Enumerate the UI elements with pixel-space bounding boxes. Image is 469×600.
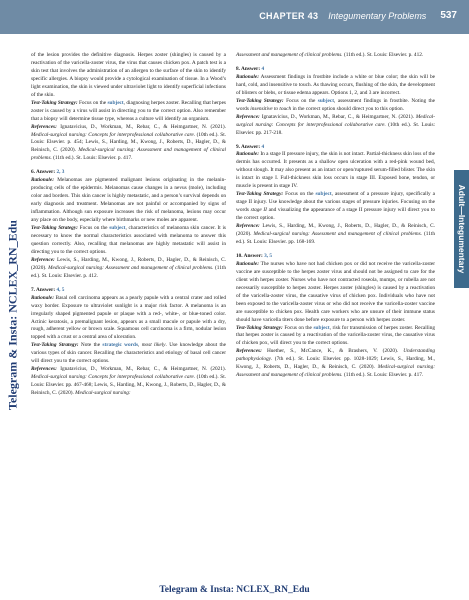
reference-title: Medical-surgical nursing:	[75, 390, 131, 397]
rationale-text: The nurses who have not had chicken pox or did not receive the varicella-zoster vaccine are susceptible to the herpes zoster virus and should not be assigned to care for the client with herpes zoster. Nurses who have not contracted roseola, mumps, or rubella are not necessarily susceptible to herpes zoster. Herpes zoster (shingles) is caused by a reactivation of the varicella-zoster virus, the causative virus of chicken pox. Individuals who have not been exposed to the varicella-zoster virus or who did not receive the varicella-zoster vaccine are susceptible to chicken pox. Health care workers who are unsure of their immune status should have varicella titers done before exposure to a person with herpes zoster.	[236, 260, 435, 323]
item-7	[31, 287, 226, 398]
reference-text: (10th ed.). St. Louis: Elsevier. pp. 217-218.	[236, 121, 435, 136]
strategy-paragraph	[236, 98, 435, 114]
strategy-label: Test-Taking Strategy:	[31, 99, 78, 106]
reference-title: Medical-surgical nursing: Assessment and management of clinical problems.	[253, 231, 422, 238]
rationale-paragraph	[31, 52, 226, 100]
references-label: References:	[31, 366, 57, 373]
references-label: References:	[236, 348, 262, 355]
item-8	[236, 66, 435, 138]
strategy-text: Focus on the	[283, 191, 316, 198]
subject-highlight: subject	[317, 97, 334, 104]
left-column	[31, 52, 226, 398]
strategy-text: , assessment of a pressure injury, specifically a stage II injury. Use knowledge about the various stages of pressure injuries. Focusing on the words	[236, 191, 435, 214]
chapter-label: CHAPTER 43	[259, 10, 319, 21]
strategy-paragraph	[31, 100, 226, 124]
subject-highlight: subject	[109, 225, 126, 232]
item-6	[31, 169, 226, 280]
reference-title: Medical-surgical nursing: Assessment and management of clinical problems.	[236, 364, 435, 379]
reference-title: Medical-surgical nursing: Assessment and management of clinical problems.	[31, 147, 227, 162]
strategy-keywords: stage II	[250, 207, 267, 214]
item-5-continuation	[31, 52, 226, 163]
watermark-left: Telegram & Insta: NCLEX_RN_Edu	[5, 220, 20, 410]
strategy-text: Focus on the	[283, 97, 318, 104]
subject-highlight: subject	[107, 99, 124, 106]
reference-text: (7th ed.). St. Louis: Elsevier. pp. 1028-1029; Lewis, S., Harding, M., Kwong, J., Roberts, D., Hagler, D., & Reinisch, C. (2020).	[236, 356, 435, 371]
answer-value: 4, 5	[56, 286, 65, 293]
answer-value: 3, 5	[264, 252, 273, 259]
strategy-text: ,	[138, 342, 142, 349]
references-label: Reference:	[236, 223, 260, 230]
watermark-bottom: Telegram & Insta: NCLEX_RN_Edu	[159, 585, 310, 595]
page-header	[0, 0, 469, 34]
references-paragraph	[236, 223, 435, 247]
subject-highlight: subject	[315, 191, 332, 198]
reference-title: Medical-surgical nursing: Concepts for interprofessional collaborative care.	[31, 374, 196, 381]
reference-title: Medical-surgical nursing: Assessment and management of clinical problems.	[48, 264, 214, 271]
references-paragraph	[236, 52, 435, 60]
strategy-label: Test-Taking Strategy:	[236, 191, 284, 198]
strategy-text: Focus on the	[77, 99, 108, 106]
strategy-paragraph	[236, 191, 435, 223]
strategy-paragraph	[236, 325, 435, 349]
answer-value: 4	[261, 143, 265, 150]
references-label: References:	[31, 123, 57, 130]
right-column	[236, 52, 435, 380]
subject-highlight: subject	[313, 324, 330, 331]
strategy-label: Test-Taking Strategy:	[31, 225, 78, 232]
item-7-continuation	[236, 52, 435, 60]
strategy-text: Note the	[78, 342, 103, 349]
rationale-paragraph	[31, 295, 226, 343]
reference-text: Ignatavicius, D., Workman, M., Rebar, C., & Heimgartner, N. (2021).	[259, 113, 416, 120]
answer-line	[236, 66, 435, 74]
rationale-paragraph	[236, 74, 435, 98]
reference-title: Medical-surgical nursing: Concepts for interprofessional collaborative care.	[31, 131, 196, 138]
answer-label: 6. Answer:	[31, 169, 57, 176]
strategic-words-example: most likely	[141, 342, 166, 349]
strategy-text: Focus on the	[77, 225, 110, 232]
references-paragraph	[236, 348, 435, 380]
strategy-paragraph	[31, 225, 226, 257]
rationale-label: Rationale:	[236, 151, 259, 158]
rationale-label: Rationale:	[31, 294, 54, 301]
answer-value: 4	[261, 65, 265, 72]
rationale-text: Melanomas are pigmented malignant lesions originating in the melanin-producing cells of the epidermis. Melanomas cause changes in a nevus (mole), including color and borders. This skin cancer is highly metastatic, and a person’s survival depends on early diagnosis and treatment. Melanomas are not painful or accompanied by signs of inflammation. Although sun exposure increases the risk of melanoma, lesions may occur any place on the body, especially where birthmarks or new moles are apparent.	[31, 177, 226, 224]
reference-text: Lewis, S., Harding, M., Kwong, J., Roberts, D., Hagler, D., & Reinisch, C. (2020).	[31, 256, 226, 271]
references-paragraph	[31, 366, 226, 398]
item-10	[236, 253, 435, 380]
reference-text: (11th ed.). St. Louis: Elsevier. p. 412.	[342, 52, 424, 58]
strategy-text: and visualizing the appearance of a stage II pressure injury will direct you to the correct option.	[236, 207, 435, 222]
reference-text: (11th ed.). St. Louis: Elsevier. pp. 168-169.	[236, 231, 435, 245]
answer-label: 10. Answer:	[236, 252, 265, 259]
strategy-text: in the correct option should direct you to this option.	[291, 105, 405, 112]
reference-text: Huether, S., McCance, K., & Brashers, V. (2020).	[261, 348, 404, 355]
item-9	[236, 144, 435, 247]
rationale-paragraph	[236, 151, 435, 191]
rationale-text: Assessment findings in frostbite include a white or blue color; the skin will be hard, cold, and insensitive to touch. As thawing occurs, flushing of the skin, the development of blisters or blebs, or tissue edema appears. Options 1, 2, and 3 are incorrect.	[236, 73, 435, 96]
rationale-label: Rationale:	[236, 260, 259, 267]
answer-line	[31, 287, 226, 295]
answer-label: 9. Answer:	[236, 143, 262, 150]
strategy-label: Test-Taking Strategy:	[236, 324, 283, 331]
answer-line	[31, 169, 226, 177]
page-number: 537	[440, 10, 457, 21]
rationale-label: Rationale:	[236, 73, 259, 80]
answer-value: 2, 3	[56, 169, 65, 176]
strategic-words-highlight: strategic words	[102, 342, 139, 349]
reference-text: (10th ed.). St. Louis: Elsevier. p. 454; Lewis, S., Harding, M., Kwong, J., Roberts, D., Hagler, D., & Reinisch, C. (2020).	[31, 131, 226, 154]
reference-text: Ignatavicius, D., Workman, M., Rebar, C., & Heimgartner, N. (2021).	[56, 123, 226, 130]
reference-text: (11th ed.). St. Louis: Elsevier. p. 417.	[51, 155, 133, 162]
strategy-text: , diagnosing herpes zoster. Recalling that herpes zoster is caused by a virus will assist in directing you to the correct option. Also remember that a biopsy will determine tissue type, whereas a culture will identify an organism.	[31, 99, 226, 122]
references-label: Reference:	[31, 256, 55, 263]
rationale-text: Basal cell carcinoma appears as a pearly papule with a central crater and rolled waxy border. Exposure to ultraviolet sunlight is a major risk factor. A melanoma is an irregularly shaped pigmented papule or plaque with a red-, white-, or blue-toned color. Actinic keratosis, a premalignant lesion, appears as a small macule or papule with a dry, rough, adherent yellow or brown scale. Squamous cell carcinoma is a firm, nodular lesion topped with a crust or a central area of ulceration.	[31, 294, 226, 341]
reference-text: Lewis, S., Harding, M., Kwong, J., Roberts, D., Hagler, D., & Reinisch, C. (2020).	[236, 223, 435, 238]
references-paragraph	[31, 257, 226, 281]
answer-label: 8. Answer:	[236, 65, 262, 72]
reference-text: Ignatavicius, D., Workman, M., Rebar, C., & Heimgartner, N. (2021).	[56, 366, 226, 373]
strategy-text: , risk for transmission of herpes zoster. Recalling that herpes zoster is caused by a reactivation of the varicella-zoster virus, the causative virus of chicken pox, will direct you to the correct options.	[236, 324, 435, 347]
rationale-label: Rationale:	[31, 177, 54, 184]
references-paragraph	[31, 124, 226, 164]
references-label: Reference:	[236, 113, 260, 120]
answer-line	[236, 253, 435, 261]
strategy-text: Focus on the	[282, 324, 314, 331]
strategy-paragraph	[31, 342, 226, 366]
strategy-text: . Use knowledge about the various types of skin cancer. Recalling the characteristics and etiology of basal cell cancer will direct you to the correct options.	[31, 342, 226, 365]
references-paragraph	[236, 114, 435, 138]
strategy-keywords: insensitive to touch	[250, 105, 292, 112]
section-side-tab	[454, 170, 469, 288]
rationale-text: of the lesion provides the definitive diagnosis. Herpes zoster (shingles) is caused by a reactivation of the varicella-zoster virus, the virus that causes chicken pox. A patch test is a skin test that involves the administration of an allergen to the surface of the skin to identify specific allergies. A biopsy would provide a cytological examination of tissue. In a Wood’s light examination, the skin is viewed under ultraviolet light to identify superficial infections of the skin.	[31, 52, 226, 98]
side-tab-label: Adult—Integumentary	[456, 184, 467, 274]
rationale-text: In a stage II pressure injury, the skin is not intact. Partial-thickness skin loss of the dermis has occurred. It presents as a shallow open ulceration with a red-pink wound bed, without slough. It may also present as an intact or open/ruptured serum-filled blister. The skin is intact in stage I. Full-thickness skin loss occurs in stage III. Exposed bone, tendon, or muscle is present in stage IV.	[236, 151, 435, 190]
reference-title: Assessment and management of clinical problems.	[236, 52, 343, 58]
reference-text: (11th ed.). St. Louis: Elsevier. p. 417.	[342, 372, 424, 379]
rationale-paragraph	[31, 177, 226, 225]
strategy-text: , assessment findings in frostbite. Noting the words	[236, 97, 436, 112]
chapter-title: Integumentary Problems	[328, 10, 427, 21]
strategy-text: , characteristics of melanoma skin cancer. It is necessary to know the normal characteristics associated with melanoma to answer this question correctly. Also, recalling that melanomas are highly metastatic will assist in directing you to the correct options.	[31, 225, 226, 255]
strategy-label: Test-Taking Strategy:	[31, 342, 79, 349]
rationale-paragraph	[236, 261, 435, 325]
reference-title: Understanding pathophysiology.	[236, 348, 435, 363]
reference-text: (10th ed.). St. Louis: Elsevier. pp. 467-468; Lewis, S., Harding, M., Kwong, J., Roberts, D., Hagler, D., & Reinisch, C. (2020).	[31, 374, 226, 397]
reference-title: Medical-surgical nursing: Concepts for interprofessional collaborative care.	[236, 113, 435, 128]
reference-text: (11th ed.). St. Louis: Elsevier. p. 412.	[31, 264, 226, 279]
header-content	[259, 10, 457, 21]
answer-label: 7. Answer:	[31, 286, 57, 293]
strategy-label: Test-Taking Strategy:	[236, 97, 284, 104]
